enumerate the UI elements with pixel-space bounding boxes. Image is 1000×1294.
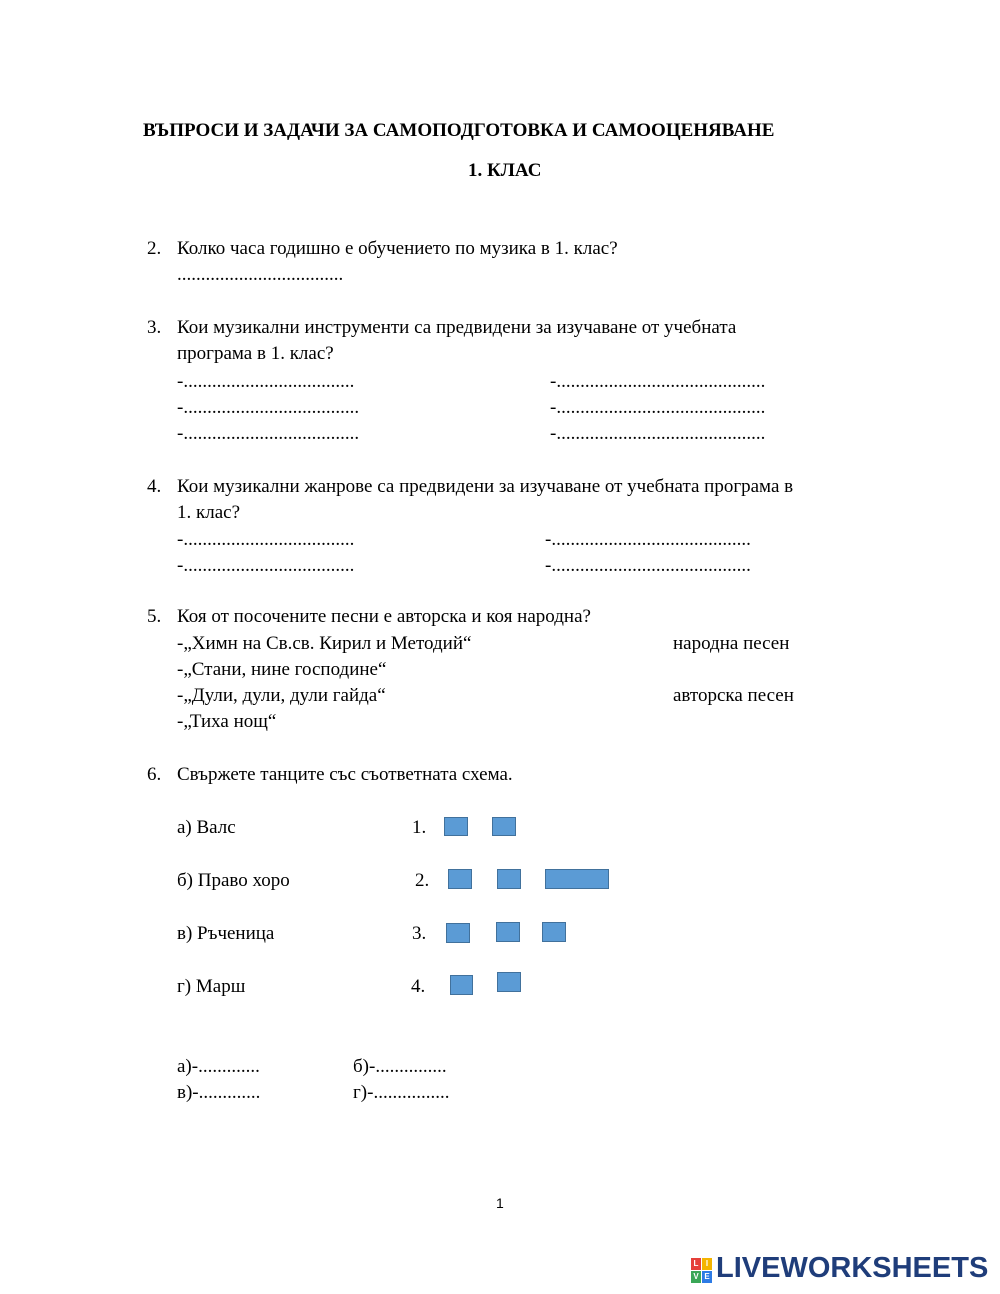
q4-blank-right-1[interactable]: -..........................................: [545, 529, 751, 550]
scheme-2-beat-long: [545, 869, 609, 889]
scheme-2-beat-1: [448, 869, 472, 889]
q2-number: 2.: [147, 238, 162, 259]
q3-text-line1: Кои музикални инструменти са предвидени за изучаване от учебната: [177, 317, 737, 338]
page-title: ВЪПРОСИ И ЗАДАЧИ ЗА САМОПОДГОТОВКА И САМООЦЕНЯВАНЕ: [143, 120, 775, 141]
q5-number: 5.: [147, 606, 162, 627]
q6-answer-a[interactable]: а)-.............: [177, 1056, 260, 1077]
q2-answer-blank[interactable]: ...................................: [177, 264, 344, 285]
logo-cube-l: L: [691, 1258, 701, 1270]
q6-answer-b[interactable]: б)-...............: [353, 1056, 447, 1077]
q4-number: 4.: [147, 476, 162, 497]
q3-blank-right-3[interactable]: -............................................: [550, 423, 766, 444]
page-subtitle: 1. КЛАС: [468, 160, 542, 181]
liveworksheets-logo[interactable]: LIVEWORKSHEETS: [716, 1252, 989, 1284]
logo-cube-v: V: [691, 1271, 701, 1283]
q4-blank-left-2[interactable]: -....................................: [177, 555, 355, 576]
q6-answer-d[interactable]: г)-................: [353, 1082, 450, 1103]
q4-text-line2: 1. клас?: [177, 502, 241, 523]
scheme-4-beat-2: [497, 972, 521, 992]
q5-song-3: -„Дули, дули, дули гайда“: [177, 685, 386, 706]
q3-number: 3.: [147, 317, 162, 338]
q6-scheme-3-label: 3.: [412, 923, 427, 944]
q3-text-line2: програма в 1. клас?: [177, 343, 334, 364]
scheme-4-beat-1: [450, 975, 473, 995]
q5-label-authored[interactable]: авторска песен: [673, 685, 794, 706]
q3-blank-left-1[interactable]: -....................................: [177, 371, 355, 392]
logo-cube-e: E: [702, 1271, 712, 1283]
q6-dance-b: б) Право хоро: [177, 870, 290, 891]
q6-scheme-2-label: 2.: [415, 870, 430, 891]
q6-answer-c[interactable]: в)-.............: [177, 1082, 261, 1103]
q3-blank-right-1[interactable]: -............................................: [550, 371, 766, 392]
q5-label-folk[interactable]: народна песен: [673, 633, 790, 654]
q6-scheme-4-label: 4.: [411, 976, 426, 997]
logo-cube-i: I: [702, 1258, 712, 1270]
q4-text-line1: Кои музикални жанрове са предвидени за изучаване от учебната програма в: [177, 476, 794, 497]
q3-blank-left-3[interactable]: -.....................................: [177, 423, 360, 444]
scheme-3-beat-3: [542, 922, 566, 942]
q6-dance-c: в) Ръченица: [177, 923, 275, 944]
q6-dance-a: а) Валс: [177, 817, 236, 838]
q5-song-1: -„Химн на Св.св. Кирил и Методий“: [177, 633, 472, 654]
q5-text: Коя от посочените песни е авторска и коя народна?: [177, 606, 591, 627]
q2-text: Колко часа годишно е обучението по музика в 1. клас?: [177, 238, 618, 259]
q6-scheme-1-label: 1.: [412, 817, 427, 838]
page-number: 1: [496, 1195, 504, 1211]
q5-song-4: -„Тиха нощ“: [177, 711, 277, 732]
scheme-1-beat-1: [444, 817, 468, 836]
scheme-3-beat-2: [496, 922, 520, 942]
q6-dance-d: г) Марш: [177, 976, 246, 997]
liveworksheets-logo-icon: [691, 1258, 713, 1284]
q6-text: Свържете танците със съответната схема.: [177, 764, 513, 785]
q5-song-2: -„Стани, нине господине“: [177, 659, 387, 680]
scheme-3-beat-1: [446, 923, 470, 943]
scheme-1-beat-2: [492, 817, 516, 836]
q6-number: 6.: [147, 764, 162, 785]
q4-blank-left-1[interactable]: -....................................: [177, 529, 355, 550]
q4-blank-right-2[interactable]: -..........................................: [545, 555, 751, 576]
q3-blank-left-2[interactable]: -.....................................: [177, 397, 360, 418]
scheme-2-beat-2: [497, 869, 521, 889]
q3-blank-right-2[interactable]: -............................................: [550, 397, 766, 418]
